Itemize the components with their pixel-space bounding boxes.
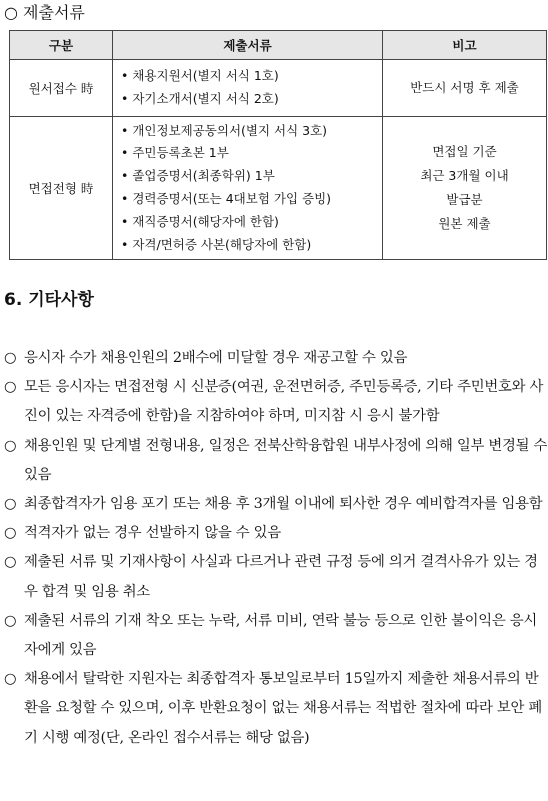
document-item: • 주민등록초본 1부: [121, 145, 229, 161]
document-item: • 채용지원서(별지 서식 1호): [121, 68, 279, 84]
list-item: [4, 607, 548, 665]
circle-bullet-icon: ○: [4, 350, 17, 366]
item-text: 채용에서 탈락한 지원자는 최종합격자 통보일로부터 15일까지 제출한 채용서류의 반환을 요청할 수 있으며, 이후 반환요청이 없는 채용서류는 적법한 절차에 따라 보안 폐기 시행 예정(단, 온라인 접수서류는 해당 없음): [24, 671, 543, 746]
circle-bullet-icon: ○: [4, 554, 17, 571]
row-documents: [113, 60, 383, 117]
document-item: • 개인정보제공동의서(별지 서식 3호): [121, 122, 328, 138]
header-note: 비고: [383, 31, 547, 60]
note-line: 최근 3개월 이내: [420, 168, 509, 183]
list-item: [4, 344, 548, 373]
circle-bullet-icon: ○: [4, 496, 17, 513]
document-item: • 졸업증명서(최종학위) 1부: [121, 168, 275, 184]
row-documents: [113, 117, 383, 260]
item-text: 응시자 수가 채용인원의 2배수에 미달할 경우 재공고할 수 있음: [24, 350, 408, 366]
item-text: 적격자가 없는 경우 선발하지 않을 수 있음: [24, 525, 281, 542]
item-text: 모든 응시자는 면접전형 시 신분증(여권, 운전면허증, 주민등록증, 기타 주민번호와 사진이 있는 자격증에 한함)을 지참하여야 하며, 미지참 시 응시 불가함: [24, 379, 544, 425]
table-row: [10, 60, 547, 117]
table-row: [10, 117, 547, 260]
list-item: [4, 490, 548, 519]
document-item: • 자기소개서(별지 서식 2호): [121, 91, 279, 106]
table-header-row: [10, 31, 547, 60]
section-6-heading: 6. 기타사항: [4, 290, 94, 310]
circle-bullet-icon: ○: [4, 612, 17, 629]
circle-bullet-icon: ○: [4, 379, 17, 396]
list-item: [4, 665, 548, 753]
note-line: 면접일 기준: [432, 144, 497, 159]
document-item: • 재직증명서(해당자에 한함): [121, 213, 279, 229]
item-text: 채용인원 및 단계별 전형내용, 일정은 전북산학융합원 내부사정에 의해 일부 변경될 수 있음: [24, 437, 548, 483]
circle-bullet-icon: ○: [4, 525, 17, 542]
list-item: [4, 373, 548, 431]
document-item: • 경력증명서(또는 4대보험 가입 증빙): [121, 191, 332, 206]
row-category: 원서접수 時: [10, 60, 113, 117]
note-line: 발급분: [446, 192, 483, 207]
document-item: • 자격/면허증 사본(해당자에 한함): [121, 236, 312, 252]
header-category: 구분: [10, 31, 113, 60]
row-note: [383, 60, 547, 117]
circle-bullet-icon: ○: [4, 671, 17, 688]
row-category: 면접전형 時: [10, 117, 113, 260]
submission-docs-heading: ○ 제출서류: [4, 3, 85, 22]
list-item: [4, 432, 548, 490]
item-text: 제출된 서류 및 기재사항이 사실과 다르거나 관련 규정 등에 의거 결격사유가 있는 경우 합격 및 임용 취소: [24, 554, 538, 600]
list-item: [4, 548, 548, 606]
list-item: [4, 519, 548, 548]
row-note: [383, 117, 547, 260]
header-documents: 제출서류: [113, 31, 383, 60]
note-line: 원본 제출: [438, 216, 491, 231]
submission-docs-table: [9, 30, 547, 260]
note-line: 반드시 서명 후 제출: [410, 80, 519, 95]
misc-items-list: [4, 344, 548, 753]
item-text: 최종합격자가 임용 포기 또는 채용 후 3개월 이내에 퇴사한 경우 예비합격자를 임용함: [24, 496, 543, 513]
circle-bullet-icon: ○: [4, 437, 17, 454]
item-text: 제출된 서류의 기재 착오 또는 누락, 서류 미비, 연락 불능 등으로 인한 불이익은 응시자에게 있음: [24, 612, 537, 659]
